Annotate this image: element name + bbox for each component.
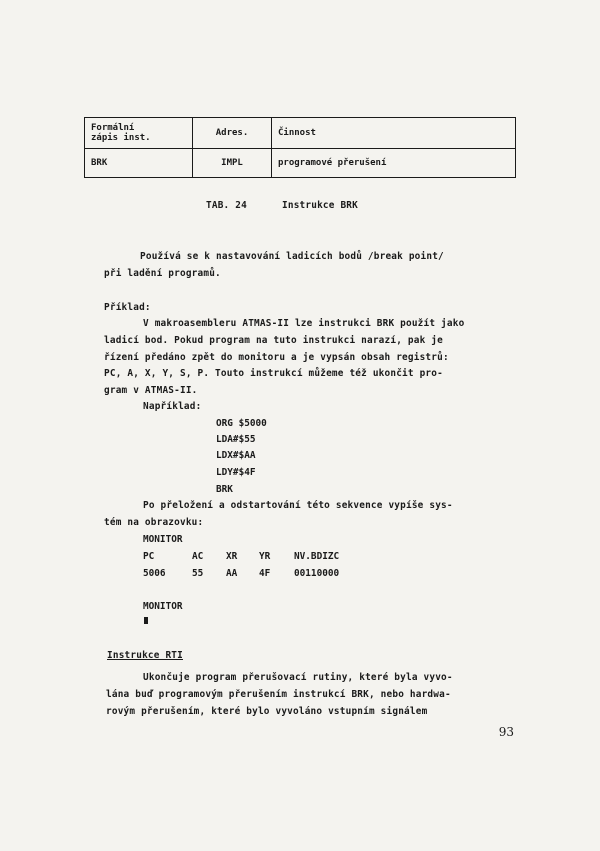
- rti-line: Ukončuje program přerušovací rutiny, které byla vyvo-: [143, 672, 453, 683]
- monitor-value: 55: [192, 568, 204, 579]
- after-line: Po přeložení a odstartování této sekvence vypíše sys-: [143, 500, 453, 511]
- for-example-label: Například:: [143, 401, 202, 412]
- monitor-value: 5006: [143, 568, 166, 579]
- cursor-block: [144, 617, 148, 624]
- code-line: LDX#$AA: [216, 450, 256, 461]
- instruction-table: [84, 117, 516, 178]
- monitor-header: NV.BDIZC: [294, 551, 340, 562]
- caption-label: TAB. 24: [206, 200, 247, 211]
- header-cell-address: Adres.: [193, 118, 272, 149]
- example-label: Příklad:: [104, 302, 151, 313]
- page-number: 93: [498, 725, 514, 739]
- section-title: Instrukce RTI: [107, 650, 183, 661]
- table-row: [85, 149, 516, 178]
- monitor-header: PC: [143, 551, 155, 562]
- monitor-value: 00110000: [294, 568, 340, 579]
- monitor-header: YR: [259, 551, 271, 562]
- code-line: LDA#$55: [216, 434, 256, 445]
- caption-title: Instrukce BRK: [282, 200, 358, 211]
- cell-instruction: BRK: [85, 149, 193, 178]
- cell-address: IMPL: [193, 149, 272, 178]
- monitor-value: AA: [226, 568, 238, 579]
- code-line: BRK: [216, 484, 233, 495]
- header-cell-action: Činnost: [272, 118, 516, 149]
- table-header-row: [85, 118, 516, 149]
- rti-line: lána buď programovým přerušením instrukcí BRK, nebo hardwa-: [106, 689, 451, 700]
- example-line: gram v ATMAS-II.: [104, 385, 198, 396]
- monitor-header: XR: [226, 551, 238, 562]
- header-line: zápis inst.: [91, 133, 151, 143]
- monitor-value: 4F: [259, 568, 271, 579]
- monitor-header: AC: [192, 551, 204, 562]
- example-line: ladicí bod. Pokud program na tuto instrukci narazí, pak je: [104, 335, 443, 346]
- cell-action: programové přerušení: [272, 149, 516, 178]
- monitor-title: MONITOR: [143, 534, 183, 545]
- example-line: PC, A, X, Y, S, P. Touto instrukcí můžeme též ukončit pro-: [104, 368, 443, 379]
- rti-line: rovým přerušením, které bylo vyvoláno vstupním signálem: [106, 706, 428, 717]
- example-line: řízení předáno zpět do monitoru a je vypsán obsah registrů:: [104, 352, 449, 363]
- code-line: LDY#$4F: [216, 467, 256, 478]
- code-line: ORG $5000: [216, 418, 267, 429]
- intro-line: Používá se k nastavování ladicích bodů /break point/: [140, 251, 444, 262]
- monitor-title-2: MONITOR: [143, 601, 183, 612]
- header-line: Formální: [91, 123, 135, 133]
- header-cell-instruction: [85, 118, 193, 149]
- intro-line: při ladění programů.: [104, 268, 221, 279]
- after-line: tém na obrazovku:: [104, 517, 204, 528]
- example-line: V makroasembleru ATMAS-II lze instrukci BRK použít jako: [143, 318, 465, 329]
- table-caption: [206, 200, 358, 211]
